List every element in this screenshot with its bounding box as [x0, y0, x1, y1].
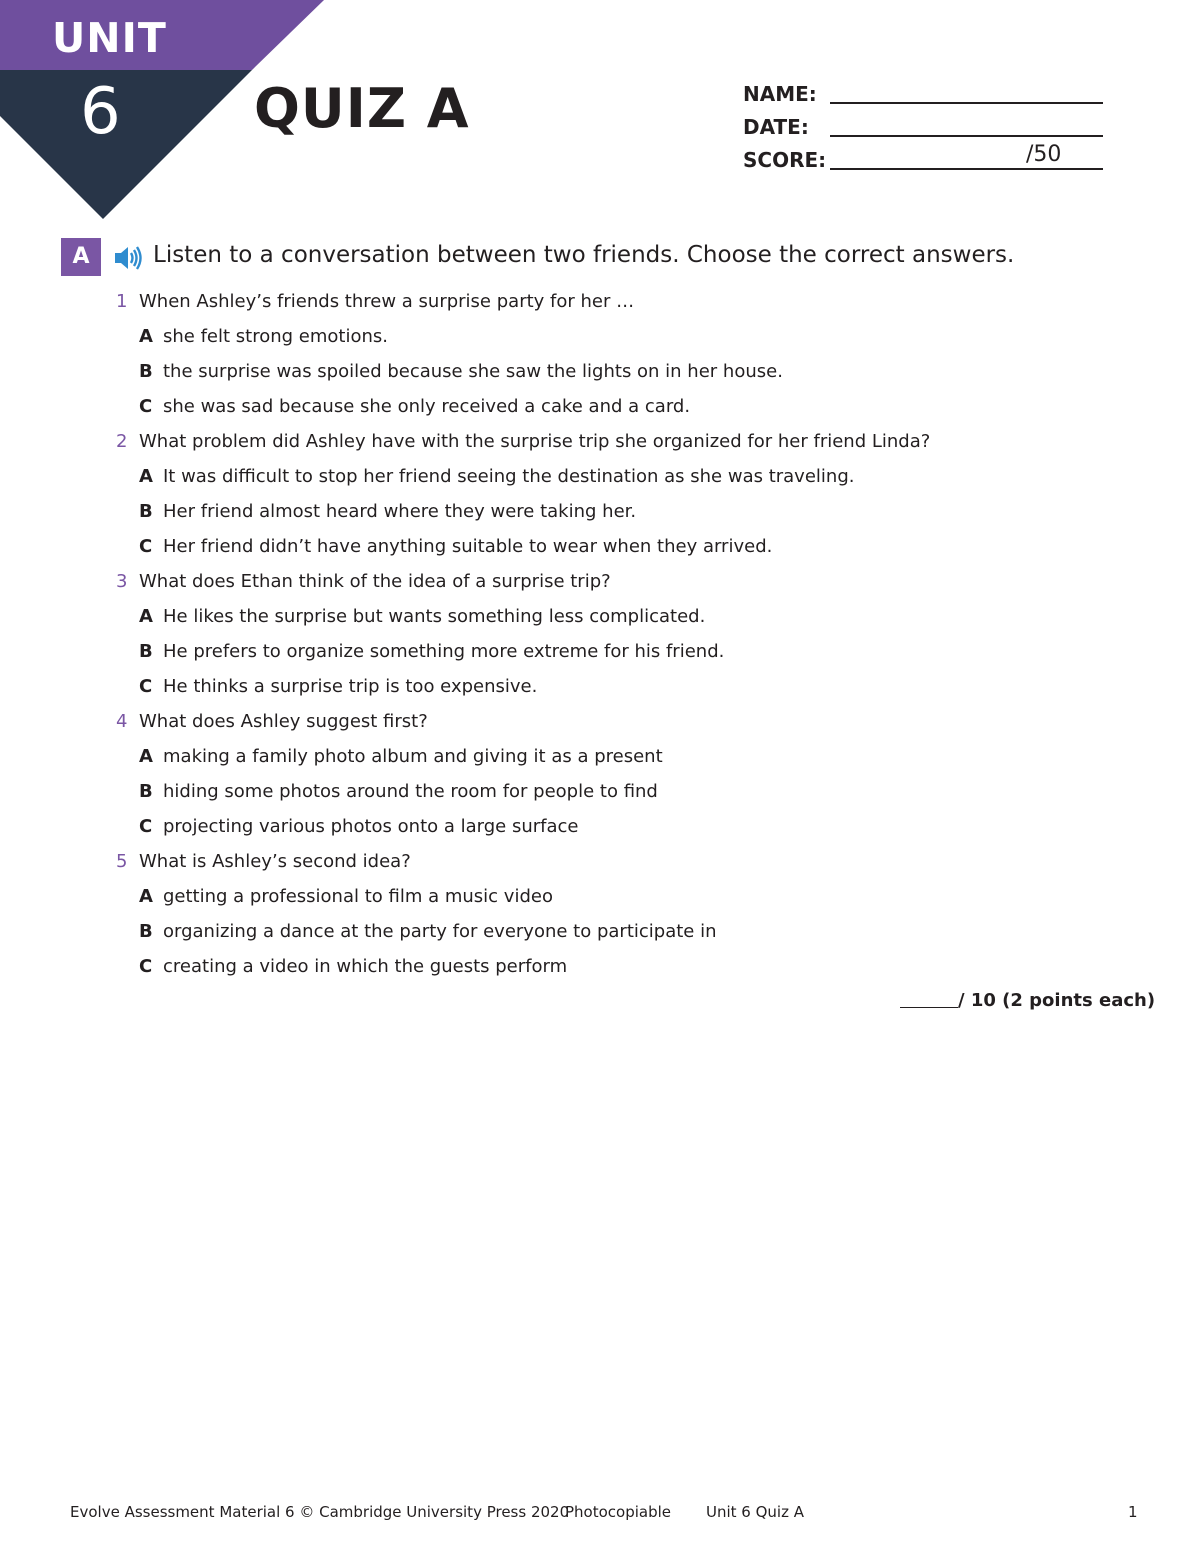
option-text: she was sad because she only received a cake and a card. [163, 396, 691, 417]
question-number: 3 [116, 571, 128, 592]
option-text: organizing a dance at the party for everyone to participate in [163, 921, 717, 942]
section-letter: A [61, 238, 101, 276]
option-letter: B [139, 501, 153, 522]
option-letter: C [139, 396, 153, 417]
option-text: He likes the surprise but wants something less complicated. [163, 606, 706, 627]
question-number: 2 [116, 431, 128, 452]
question-4 [116, 704, 1116, 739]
option-letter: C [139, 676, 153, 697]
option-letter: A [139, 886, 153, 907]
option-letter: A [139, 466, 153, 487]
score-total: /50 [1026, 142, 1062, 167]
score-label: SCORE: [743, 148, 827, 172]
option-text: hiding some photos around the room for people to find [163, 781, 658, 802]
section-a-header [61, 238, 1161, 278]
question-number: 1 [116, 291, 128, 312]
question-number: 5 [116, 851, 128, 872]
option-text: the surprise was spoiled because she saw the lights on in her house. [163, 361, 783, 382]
answer-option-2-b[interactable] [116, 494, 1116, 529]
answer-option-3-b[interactable] [116, 634, 1116, 669]
option-text: making a family photo album and giving it as a present [163, 746, 663, 767]
option-letter: A [139, 606, 153, 627]
score-field[interactable] [743, 142, 1103, 181]
answer-option-2-a[interactable] [116, 459, 1116, 494]
date-line [830, 135, 1103, 137]
question-text: What does Ashley suggest first? [139, 711, 428, 732]
option-text: It was difficult to stop her friend seeing the destination as she was traveling. [163, 466, 855, 487]
question-text: What does Ethan think of the idea of a surprise trip? [139, 571, 611, 592]
footer-photocopiable: Photocopiable [565, 1503, 672, 1521]
points-blank[interactable] [900, 1007, 958, 1008]
option-letter: C [139, 956, 153, 977]
option-text: Her friend almost heard where they were taking her. [163, 501, 637, 522]
question-number: 4 [116, 711, 128, 732]
option-text: she felt strong emotions. [163, 326, 388, 347]
question-2 [116, 424, 1116, 459]
answer-option-4-a[interactable] [116, 739, 1116, 774]
footer-copyright: Evolve Assessment Material 6 © Cambridge University Press 2020 [70, 1503, 570, 1521]
question-text: What problem did Ashley have with the surprise trip she organized for her friend Linda? [139, 431, 931, 452]
question-5 [116, 844, 1116, 879]
option-text: He prefers to organize something more extreme for his friend. [163, 641, 725, 662]
footer-quiz-ref: Unit 6 Quiz A [706, 1503, 804, 1521]
answer-option-1-b[interactable] [116, 354, 1116, 389]
answer-option-4-b[interactable] [116, 774, 1116, 809]
option-text: getting a professional to film a music video [163, 886, 553, 907]
option-letter: C [139, 536, 153, 557]
unit-number: 6 [80, 75, 121, 149]
answer-option-1-c[interactable] [116, 389, 1116, 424]
option-letter: B [139, 781, 153, 802]
quiz-title: QUIZ A [254, 77, 470, 140]
option-text: Her friend didn’t have anything suitable to wear when they arrived. [163, 536, 773, 557]
answer-option-5-b[interactable] [116, 914, 1116, 949]
unit-label: UNIT [52, 14, 167, 62]
footer-page-number: 1 [1128, 1503, 1138, 1521]
name-line [830, 102, 1103, 104]
option-letter: C [139, 816, 153, 837]
audio-speaker-icon[interactable] [113, 245, 143, 271]
student-info-fields [743, 82, 1103, 181]
answer-option-5-a[interactable] [116, 879, 1116, 914]
answer-option-2-c[interactable] [116, 529, 1116, 564]
answer-option-3-a[interactable] [116, 599, 1116, 634]
option-text: projecting various photos onto a large surface [163, 816, 579, 837]
date-label: DATE: [743, 115, 809, 139]
answer-option-3-c[interactable] [116, 669, 1116, 704]
question-3 [116, 564, 1116, 599]
option-letter: A [139, 746, 153, 767]
points-text: / 10 (2 points each) [958, 990, 1156, 1011]
points-summary [900, 990, 1155, 1011]
section-instruction: Listen to a conversation between two friends. Choose the correct answers. [153, 242, 1015, 268]
question-1 [116, 284, 1116, 319]
option-letter: B [139, 361, 153, 382]
question-list [116, 284, 1116, 984]
question-text: When Ashley’s friends threw a surprise party for her … [139, 291, 635, 312]
question-text: What is Ashley’s second idea? [139, 851, 411, 872]
answer-option-1-a[interactable] [116, 319, 1116, 354]
answer-option-4-c[interactable] [116, 809, 1116, 844]
option-letter: A [139, 326, 153, 347]
option-text: He thinks a surprise trip is too expensive. [163, 676, 538, 697]
option-letter: B [139, 921, 153, 942]
name-field[interactable] [743, 82, 1103, 115]
answer-option-5-c[interactable] [116, 949, 1116, 984]
option-letter: B [139, 641, 153, 662]
name-label: NAME: [743, 82, 817, 106]
option-text: creating a video in which the guests perform [163, 956, 568, 977]
score-line [830, 168, 1103, 170]
